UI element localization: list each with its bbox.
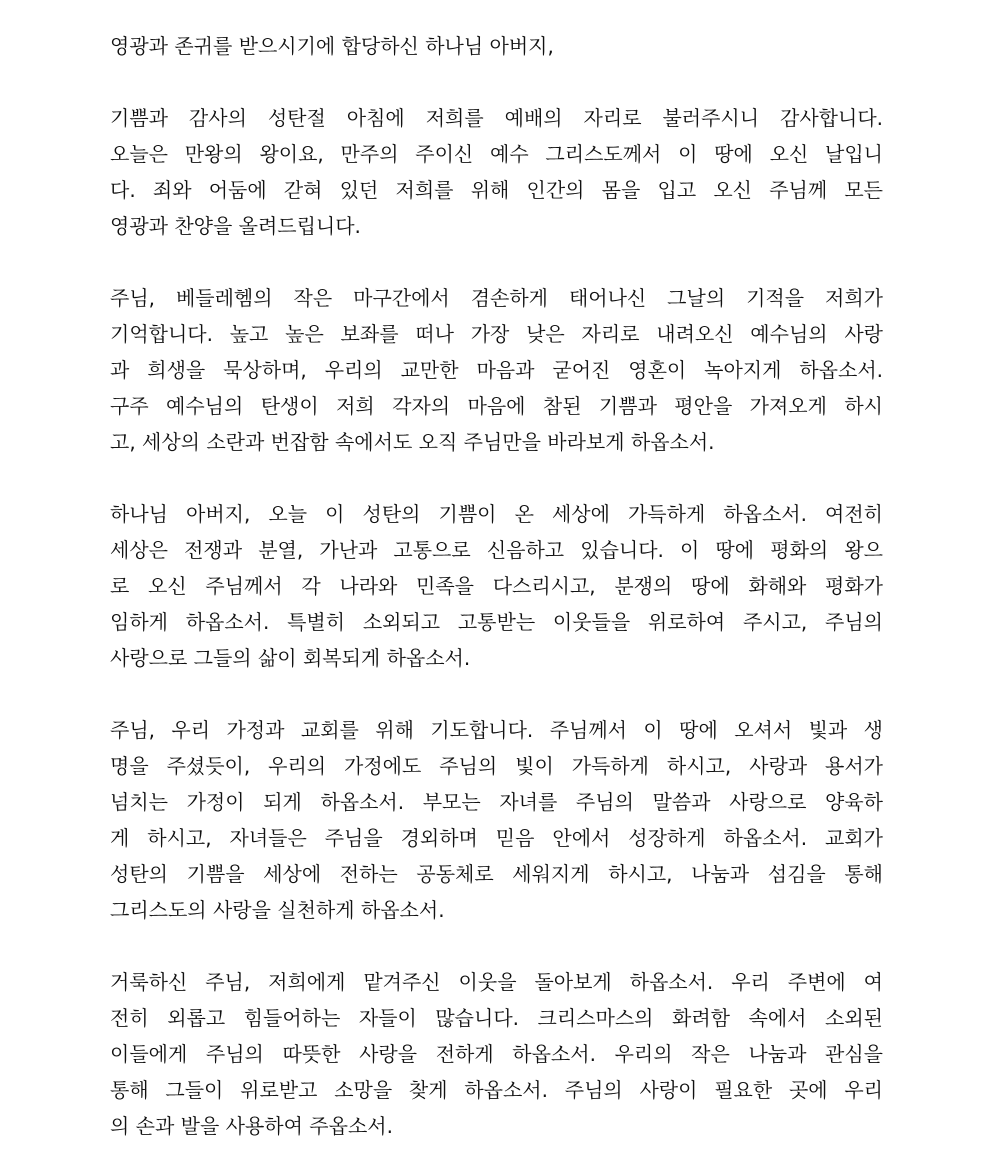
text-line: 사랑으로 그들의 삶이 회복되게 하옵소서. [110, 646, 471, 670]
text-line: 전히 외롭고 힘들어하는 자들이 많습니다. 크리스마스의 화려함 속에서 소외된 [110, 1006, 883, 1030]
paragraph-nativity [110, 280, 883, 460]
text-line: 오늘은 만왕의 왕이요, 만주의 주이신 예수 그리스도께서 이 땅에 오신 날입니 [110, 142, 883, 166]
paragraph-neighbors [110, 964, 883, 1144]
text-line: 통해 그들이 위로받고 소망을 찾게 하옵소서. 주님의 사랑이 필요한 곳에 우리 [110, 1078, 883, 1102]
text-line: 이들에게 주님의 따뜻한 사랑을 전하게 하옵소서. 우리의 작은 나눔과 관심을 [110, 1042, 883, 1066]
text-line: 영광과 찬양을 올려드립니다. [110, 214, 361, 238]
text-line: 넘치는 가정이 되게 하옵소서. 부모는 자녀를 주님의 말씀과 사랑으로 양육하 [110, 790, 883, 814]
text-line: 주님, 우리 가정과 교회를 위해 기도합니다. 주님께서 이 땅에 오셔서 빛과 생 [110, 718, 883, 742]
text-line: 그리스도의 사랑을 실천하게 하옵소서. [110, 898, 445, 922]
text-line: 영광과 존귀를 받으시기에 합당하신 하나님 아버지, [110, 34, 554, 58]
text-line: 의 손과 발을 사용하여 주옵소서. [110, 1114, 393, 1138]
text-line: 게 하시고, 자녀들은 주님을 경외하며 믿음 안에서 성장하게 하옵소서. 교회가 [110, 826, 883, 850]
paragraph-gap [110, 460, 883, 496]
text-line: 고, 세상의 소란과 번잡함 속에서도 오직 주님만을 바라보게 하옵소서. [110, 430, 715, 454]
text-line: 기억합니다. 높고 높은 보좌를 떠나 가장 낮은 자리로 내려오신 예수님의 사랑 [110, 322, 883, 346]
paragraph-gap [110, 928, 883, 964]
paragraph-gap [110, 676, 883, 712]
paragraph-gap [110, 244, 883, 280]
paragraph-invocation [110, 28, 883, 64]
paragraph-world-peace [110, 496, 883, 676]
text-line: 세상은 전쟁과 분열, 가난과 고통으로 신음하고 있습니다. 이 땅에 평화의 왕으 [110, 538, 883, 562]
text-line: 거룩하신 주님, 저희에게 맡겨주신 이웃을 돌아보게 하옵소서. 우리 주변에 여 [110, 970, 883, 994]
text-line: 로 오신 주님께서 각 나라와 민족을 다스리시고, 분쟁의 땅에 화해와 평화가 [110, 574, 883, 598]
text-line: 명을 주셨듯이, 우리의 가정에도 주님의 빛이 가득하게 하시고, 사랑과 용서가 [110, 754, 883, 778]
paragraph-gap [110, 64, 883, 100]
text-line: 성탄의 기쁨을 세상에 전하는 공동체로 세워지게 하시고, 나눔과 섬김을 통해 [110, 862, 883, 886]
text-line: 구주 예수님의 탄생이 저희 각자의 마음에 참된 기쁨과 평안을 가져오게 하시 [110, 394, 883, 418]
prayer-document [110, 28, 883, 1144]
text-line: 하나님 아버지, 오늘 이 성탄의 기쁨이 온 세상에 가득하게 하옵소서. 여전히 [110, 502, 883, 526]
paragraph-thanksgiving [110, 100, 883, 244]
paragraph-family-church [110, 712, 883, 928]
text-line: 기쁨과 감사의 성탄절 아침에 저희를 예배의 자리로 불러주시니 감사합니다. [110, 106, 883, 130]
text-line: 과 희생을 묵상하며, 우리의 교만한 마음과 굳어진 영혼이 녹아지게 하옵소서. [110, 358, 883, 382]
text-line: 다. 죄와 어둠에 갇혀 있던 저희를 위해 인간의 몸을 입고 오신 주님께 모든 [110, 178, 883, 202]
text-line: 임하게 하옵소서. 특별히 소외되고 고통받는 이웃들을 위로하여 주시고, 주님의 [110, 610, 883, 634]
text-line: 주님, 베들레헴의 작은 마구간에서 겸손하게 태어나신 그날의 기적을 저희가 [110, 286, 883, 310]
